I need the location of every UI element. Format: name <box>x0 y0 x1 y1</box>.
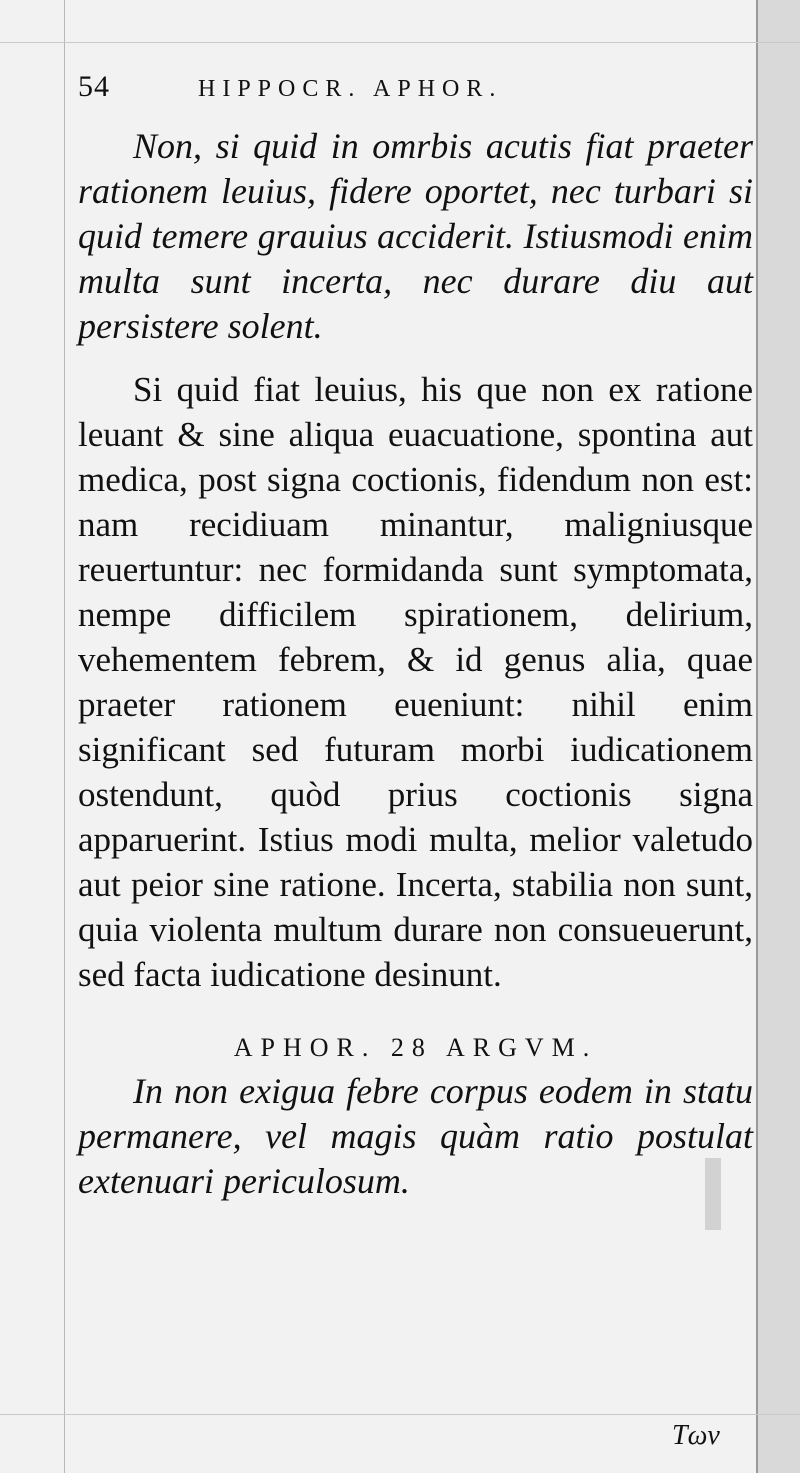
page-edge-shadow <box>758 0 800 1473</box>
page-content <box>78 70 753 1204</box>
aphorism-heading: APHOR. 28 ARGVM. <box>233 1033 598 1062</box>
page-left-edge-line <box>64 0 65 1473</box>
commentary-text: Si quid fiat leuius, his que non ex ratione leuant & sine aliqua euacuatione, spontina aut medica, post signa coctionis, fidendum non est: nam recidiuam minantur, maligniusque reuertuntur: nec formidanda sunt symptomata, nempe difficilem spirationem, delirium, vehementem febrem, & id genus alia, quae praeter rationem eueniunt: nihil enim significant sed futuram morbi iudicationem ostendunt, quòd prius coctionis signa apparuerint. Istius modi multa, melior valetudo aut peior sine ratione. Incerta, stabilia non sunt, quia violenta multum durare non consueuerunt, sed facta iudicatione desinunt. <box>78 370 753 994</box>
page-right-edge-line <box>756 0 758 1473</box>
catchword: Tων <box>672 1420 720 1451</box>
running-head <box>78 70 753 114</box>
aphorism-text: Non, si quid in omrbis acutis fiat praeter rationem leuius, fidere oportet, nec turbari si quid temere grauius acciderit. Istiusmodi enim multa sunt incerta, nec durare diu aut persistere solent. <box>78 126 753 346</box>
next-aphorism-text: In non exigua febre corpus eodem in statu permanere, vel magis quàm ratio postulat extenuari periculosum. <box>78 1071 753 1201</box>
page-top-edge-line <box>0 42 800 43</box>
running-title: HIPPOCR. APHOR. <box>198 76 503 102</box>
page-number: 54 <box>78 70 110 103</box>
page-bottom-edge-line <box>0 1414 800 1415</box>
